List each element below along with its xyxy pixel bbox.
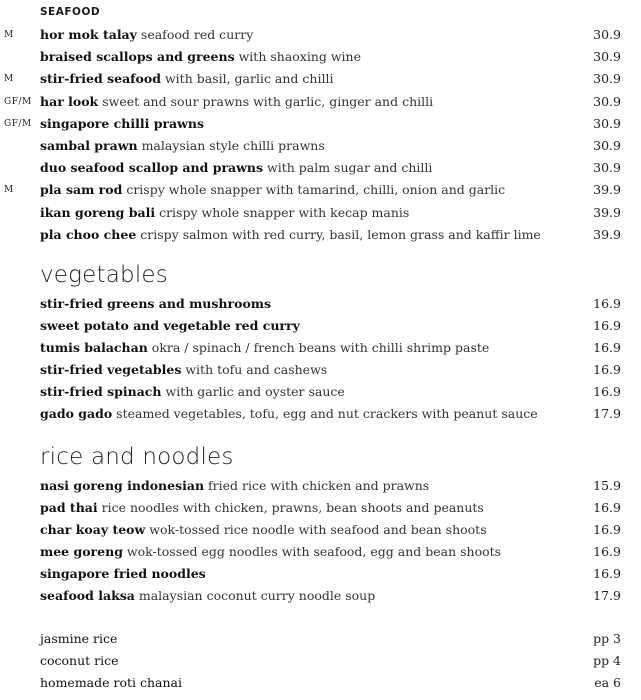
menu-item (0, 564, 641, 584)
item-text (40, 498, 484, 518)
item-description: with basil, garlic and chilli (164, 71, 334, 87)
item-text (40, 586, 375, 606)
item-text (40, 47, 361, 67)
item-price: 30.9 (593, 49, 621, 65)
item-price: 30.9 (593, 71, 621, 87)
rice-noodles-title: rice and noodles (40, 444, 234, 470)
item-name: stir-fried greens and mushrooms (40, 296, 272, 311)
item-text (40, 360, 327, 380)
menu-item (0, 69, 641, 89)
item-name: seafood laksa (40, 588, 135, 603)
item-description: crispy whole snapper with kecap manis (159, 204, 410, 220)
item-price: 16.9 (593, 522, 621, 537)
item-price: 16.9 (593, 384, 621, 399)
menu-item (0, 673, 641, 693)
dietary-tag: GF/M (4, 118, 32, 129)
menu-item (0, 476, 641, 496)
item-text (40, 316, 300, 336)
menu-item (0, 47, 641, 67)
item-text (40, 476, 429, 496)
item-text (40, 25, 253, 45)
item-price: 15.9 (593, 478, 621, 493)
menu-item (0, 382, 641, 402)
item-name: har look (40, 93, 99, 109)
item-description: malaysian style chilli prawns (141, 138, 325, 153)
item-description: with garlic and oyster sauce (165, 384, 345, 399)
dietary-tag: GF/M (4, 96, 32, 107)
item-description: steamed vegetables, tofu, egg and nut crackers with peanut sauce (116, 406, 538, 421)
item-text (40, 520, 487, 540)
item-name: sambal prawn (40, 138, 138, 153)
item-text (40, 114, 204, 134)
menu-item (0, 25, 641, 45)
menu-item (0, 225, 641, 245)
menu-item (0, 136, 641, 156)
item-text (40, 225, 541, 245)
item-name: gado gado (40, 406, 113, 421)
item-name: stir-fried spinach (40, 384, 162, 399)
item-description: with tofu and cashews (185, 362, 328, 377)
item-text (40, 69, 333, 89)
item-text (40, 180, 505, 200)
menu-item (0, 360, 641, 380)
dietary-tag: M (4, 30, 14, 40)
item-price: pp 4 (593, 653, 621, 668)
item-name: stir-fried seafood (40, 71, 161, 87)
item-text (40, 542, 501, 562)
menu-item (0, 158, 641, 178)
item-description: seafood red curry (140, 27, 254, 42)
item-price: 16.9 (593, 340, 621, 355)
item-name: jasmine rice (40, 631, 118, 646)
item-description: crispy salmon with red curry, basil, lemon grass and kaffir lime (140, 226, 541, 242)
menu-item (0, 203, 641, 223)
menu-item (0, 404, 641, 424)
item-name: mee goreng (40, 544, 123, 559)
seafood-title: SEAFOOD (40, 6, 101, 18)
menu-item (0, 316, 641, 336)
item-price: 30.9 (593, 115, 621, 131)
item-price: 16.9 (593, 500, 621, 515)
item-name: pad thai (40, 500, 98, 515)
item-description: malaysian coconut curry noodle soup (138, 588, 376, 603)
item-price: 39.9 (593, 204, 621, 220)
item-text (40, 382, 345, 402)
item-price: 30.9 (593, 27, 621, 42)
item-description: fried rice with chicken and prawns (208, 478, 430, 493)
item-text (40, 203, 409, 223)
item-text (40, 92, 433, 112)
item-text (40, 338, 489, 358)
item-price: ea 6 (594, 675, 621, 690)
item-price: 16.9 (593, 318, 621, 333)
item-description: okra / spinach / french beans with chilli shrimp paste (151, 340, 490, 355)
item-price: 30.9 (593, 93, 621, 109)
item-name: char koay teow (40, 522, 146, 537)
menu-item (0, 651, 641, 671)
item-description: with shaoxing wine (238, 49, 361, 65)
item-name: sweet potato and vegetable red curry (40, 318, 300, 333)
item-price: 17.9 (593, 406, 621, 421)
item-price: 16.9 (593, 544, 621, 559)
menu-item (0, 114, 641, 134)
menu-item (0, 180, 641, 200)
menu-item (0, 542, 641, 562)
dietary-tag: M (4, 185, 14, 196)
item-text (40, 404, 538, 424)
menu-item (0, 294, 641, 314)
item-text (40, 136, 325, 156)
item-description: with palm sugar and chilli (267, 160, 433, 176)
item-name: homemade roti chanai (40, 675, 183, 690)
menu-item (0, 520, 641, 540)
item-price: 30.9 (593, 138, 621, 153)
item-name: duo seafood scallop and prawns (40, 160, 264, 176)
item-name: singapore fried noodles (40, 566, 206, 581)
menu-item (0, 338, 641, 358)
item-description: wok-tossed rice noodle with seafood and bean shoots (149, 522, 487, 537)
item-price: 16.9 (593, 362, 621, 377)
item-name: braised scallops and greens (40, 49, 235, 65)
item-description: rice noodles with chicken, prawns, bean shoots and peanuts (101, 500, 484, 515)
item-text (40, 294, 271, 314)
item-price: 16.9 (593, 566, 621, 581)
item-text (40, 673, 182, 693)
item-name: ikan goreng bali (40, 204, 156, 220)
item-name: tumis balachan (40, 340, 148, 355)
item-name: pla sam rod (40, 182, 123, 198)
item-description: wok-tossed egg noodles with seafood, egg and bean shoots (126, 544, 502, 559)
menu-item (0, 92, 641, 112)
item-price: 30.9 (593, 160, 621, 176)
item-name: coconut rice (40, 653, 119, 668)
dietary-tag: M (4, 74, 14, 85)
item-description: sweet and sour prawns with garlic, ginger and chilli (102, 93, 434, 109)
menu-item (0, 498, 641, 518)
menu-item (0, 629, 641, 649)
item-text (40, 629, 117, 649)
menu-item (0, 586, 641, 606)
item-price: pp 3 (593, 631, 621, 646)
item-price: 16.9 (593, 296, 621, 311)
item-text (40, 158, 432, 178)
item-name: stir-fried vegetables (40, 362, 182, 377)
item-price: 17.9 (593, 588, 621, 603)
item-name: pla choo chee (40, 226, 137, 242)
item-name: singapore chilli prawns (40, 115, 205, 131)
item-name: hor mok talay (40, 27, 137, 42)
item-text (40, 564, 206, 584)
item-description: crispy whole snapper with tamarind, chilli, onion and garlic (126, 182, 506, 198)
item-name: nasi goreng indonesian (40, 478, 205, 493)
item-price: 39.9 (593, 226, 621, 242)
item-text (40, 651, 119, 671)
item-price: 39.9 (593, 182, 621, 198)
vegetables-title: vegetables (40, 262, 168, 288)
